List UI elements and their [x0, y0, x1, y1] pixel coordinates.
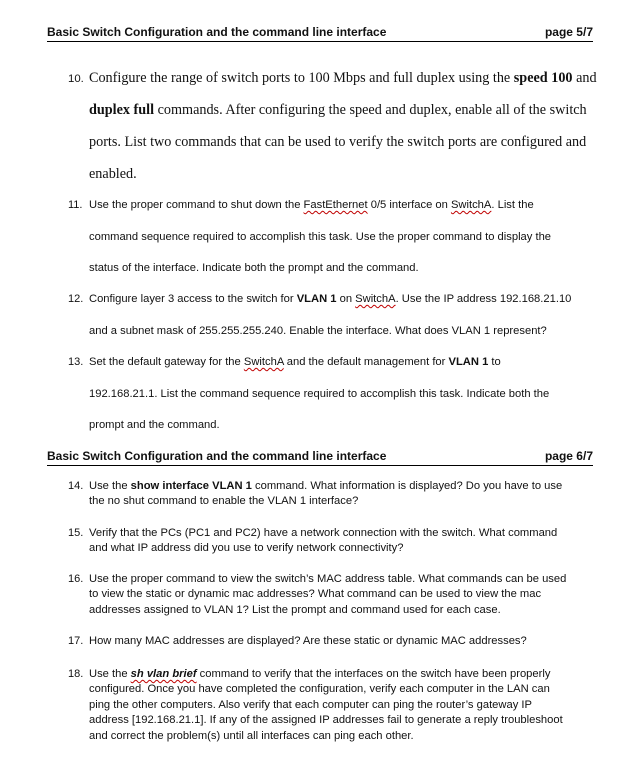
- q11-line-1: Use the proper command to shut down the FastEthernet 0/5 interface on SwitchA. List the: [89, 199, 534, 211]
- q14-line-1: Use the show interface VLAN 1 command. What information is displayed? Do you have to use: [89, 480, 563, 492]
- question-number: 16.: [68, 573, 84, 585]
- q18-line-1: Use the sh vlan brief command to verify that the interfaces on the switch have been properly: [89, 668, 551, 680]
- q18-line-3: ping the other computers. Also verify that each computer can ping the router’s gateway IP: [89, 699, 532, 711]
- q18-line-2: configured. Once you have completed the configuration, verify each computer in the LAN can: [89, 683, 550, 695]
- q16-line-1: Use the proper command to view the switch’s MAC address table. What commands can be used: [89, 573, 567, 585]
- q10-line-2: duplex full commands. After configuring the speed and duplex, enable all of the switch: [89, 102, 587, 118]
- q16-line-2: to view the static or dynamic mac addresses? What command can be used to view the mac: [89, 588, 542, 600]
- q10-line-3: ports. List two commands that can be used to verify the switch ports are configured and: [89, 134, 587, 150]
- page-number: page 6/7: [544, 449, 593, 463]
- question-number: 10.: [68, 73, 84, 85]
- question-number: 14.: [68, 480, 84, 492]
- question-number: 12.: [68, 293, 84, 305]
- q18-line-5: and correct the problem(s) until all interfaces can ping each other.: [89, 730, 414, 742]
- header-title: Basic Switch Configuration and the command line interface: [47, 25, 387, 39]
- q14-line-2: the no shut command to enable the VLAN 1 interface?: [89, 495, 359, 507]
- q13-line-3: prompt and the command.: [89, 419, 220, 431]
- q13-line-1: Set the default gateway for the SwitchA and the default management for VLAN 1 to: [89, 356, 501, 368]
- page-header-6: [47, 449, 593, 466]
- question-number: 11.: [68, 199, 83, 211]
- q16-line-3: addresses assigned to VLAN 1? List the prompt and command used for each case.: [89, 604, 501, 616]
- question-number: 15.: [68, 527, 84, 539]
- q11-line-3: status of the interface. Indicate both the prompt and the command.: [89, 262, 419, 274]
- q12-line-1: Configure layer 3 access to the switch for VLAN 1 on SwitchA. Use the IP address 192.168.21.10: [89, 293, 572, 305]
- q18-line-4: address [192.168.21.1]. If any of the assigned IP addresses fail to generate a reply troubleshoot: [89, 714, 563, 726]
- question-number: 17.: [68, 635, 84, 647]
- q17-line-1: How many MAC addresses are displayed? Are these static or dynamic MAC addresses?: [89, 635, 527, 647]
- question-number: 13.: [68, 356, 84, 368]
- question-number: 18.: [68, 668, 84, 680]
- page-number: page 5/7: [544, 25, 593, 39]
- q13-line-2: 192.168.21.1. List the command sequence required to accomplish this task. Indicate both the: [89, 388, 550, 400]
- q12-line-2: and a subnet mask of 255.255.255.240. Enable the interface. What does VLAN 1 represent?: [89, 325, 547, 337]
- header-title: Basic Switch Configuration and the command line interface: [47, 449, 387, 463]
- q10-line-4: enabled.: [89, 166, 137, 182]
- q10-line-1: Configure the range of switch ports to 100 Mbps and full duplex using the speed 100 and: [89, 70, 597, 86]
- q15-line-2: and what IP address did you use to verify network connectivity?: [89, 542, 404, 554]
- q15-line-1: Verify that the PCs (PC1 and PC2) have a network connection with the switch. What command: [89, 527, 558, 539]
- q11-line-2: command sequence required to accomplish this task. Use the proper command to display the: [89, 231, 552, 243]
- page-header-5: [47, 25, 593, 42]
